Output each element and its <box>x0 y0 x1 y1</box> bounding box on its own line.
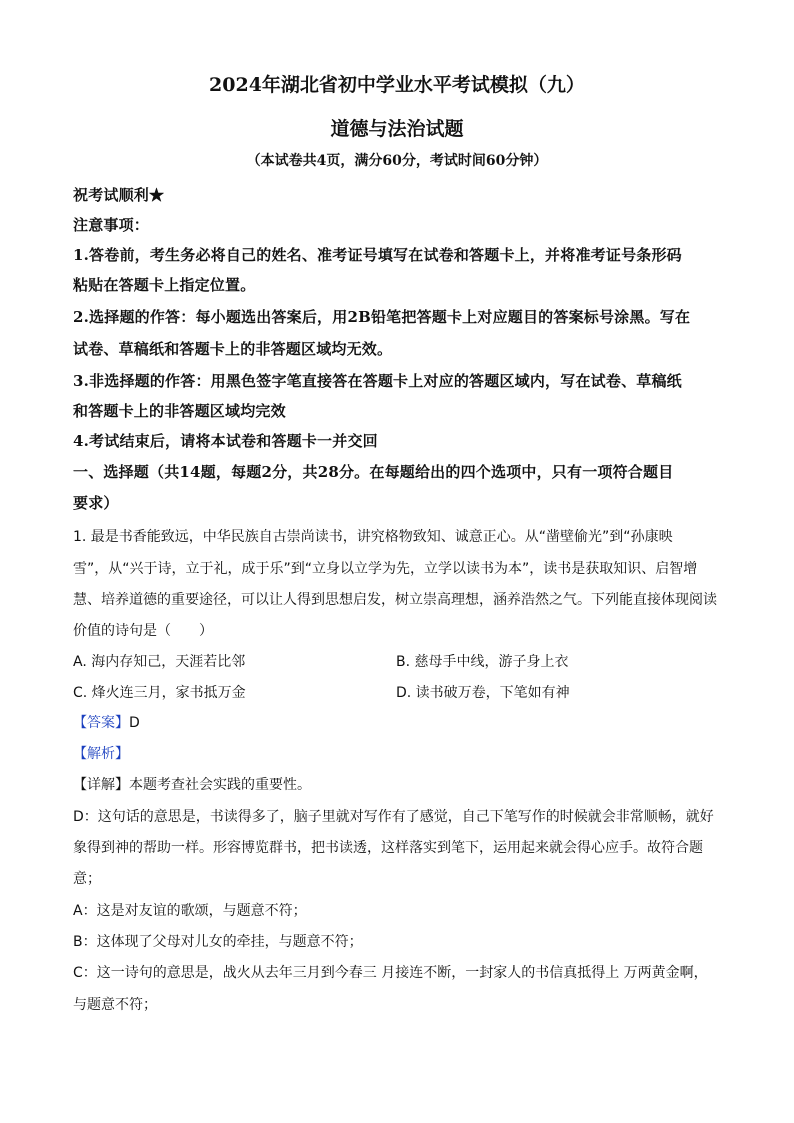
exam-title: 2024年湖北省初中学业水平考试模拟（九） <box>209 74 585 96</box>
greeting: 祝考试顺利★ <box>73 186 165 204</box>
answer-label: 【答案】 <box>73 715 129 731</box>
explanation-c-line-1: C：这一诗句的意思是，战火从去年三月到今春三 月接连不断，一封家人的书信真抵得上 万两黄金啊， <box>73 965 708 981</box>
question-1-line-3: 慧、培养道德的重要途径，可以让人得到思想启发，树立崇高理想，涵养浩然之气。下列能直接体现阅读 <box>73 592 717 608</box>
exam-note: （本试卷共4页，满分60分，考试时间60分钟） <box>246 153 548 169</box>
option-c: C. 烽火连三月，家书抵万金 <box>73 685 246 701</box>
exam-subject: 道德与法治试题 <box>330 118 464 140</box>
notice-item-3-line-1: 3.非选择题的作答：用黑色签字笔直接答在答题卡上对应的答题区域内，写在试卷、草稿纸 <box>73 372 682 390</box>
notice-heading: 注意事项： <box>73 216 150 234</box>
explanation-b: B：这体现了父母对儿女的牵挂，与题意不符； <box>73 934 363 950</box>
answer-line <box>73 712 733 732</box>
analysis-line <box>73 743 733 763</box>
explanation-c-line-2: 与题意不符； <box>73 997 157 1013</box>
notice-item-1-line-2: 粘贴在答题卡上指定位置。 <box>73 276 256 294</box>
option-d: D. 读书破万卷，下笔如有神 <box>396 685 570 701</box>
question-1-line-4: 价值的诗句是（ ） <box>73 623 213 639</box>
notice-item-4: 4.考试结束后，请将本试卷和答题卡一并交回 <box>73 432 378 450</box>
question-1-line-2: 雪”，从“兴于诗，立于礼，成于乐”到“立身以立学为先，立学以读书为本”，读书是获取知识、启智增 <box>73 561 698 577</box>
section-heading-line-1: 一、选择题（共14题，每题2分，共28分。在每题给出的四个选项中，只有一项符合题目 <box>73 463 674 481</box>
analysis-label: 【解析】 <box>73 746 129 762</box>
explanation-d-line-1: D：这句话的意思是，书读得多了，脑子里就对写作有了感觉，自己下笔写作的时候就会非常顺畅，就好 <box>73 809 714 825</box>
notice-item-3-line-2: 和答题卡上的非答题区域均完效 <box>73 402 286 420</box>
question-1-line-1: 1. 最是书香能致远，中华民族自古崇尚读书，讲究格物致知、诚意正心。从“凿壁偷光”到“孙康映 <box>73 529 673 545</box>
option-b: B. 慈母手中线，游子身上衣 <box>396 654 569 670</box>
explanation-d-line-2: 象得到神的帮助一样。形容博览群书，把书读透，这样落实到笔下，运用起来就会得心应手。故符合题 <box>73 840 703 856</box>
option-a: A. 海内存知己，天涯若比邻 <box>73 654 246 670</box>
notice-item-1-line-1: 1.答卷前，考生务必将自己的姓名、准考证号填写在试卷和答题卡上，并将准考证号条形码 <box>73 246 682 264</box>
notice-item-2-line-1: 2.选择题的作答：每小题选出答案后，用2B铅笔把答题卡上对应题目的答案标号涂黑。写在 <box>73 308 691 326</box>
answer-value: D <box>129 715 140 731</box>
section-heading-line-2: 要求） <box>73 494 119 512</box>
detail-line: 【详解】本题考查社会实践的重要性。 <box>73 777 311 793</box>
notice-item-2-line-2: 试卷、草稿纸和答题卡上的非答题区域均无效。 <box>73 340 393 358</box>
explanation-a: A：这是对友谊的歌颂，与题意不符； <box>73 903 307 919</box>
explanation-d-line-3: 意； <box>73 871 101 887</box>
